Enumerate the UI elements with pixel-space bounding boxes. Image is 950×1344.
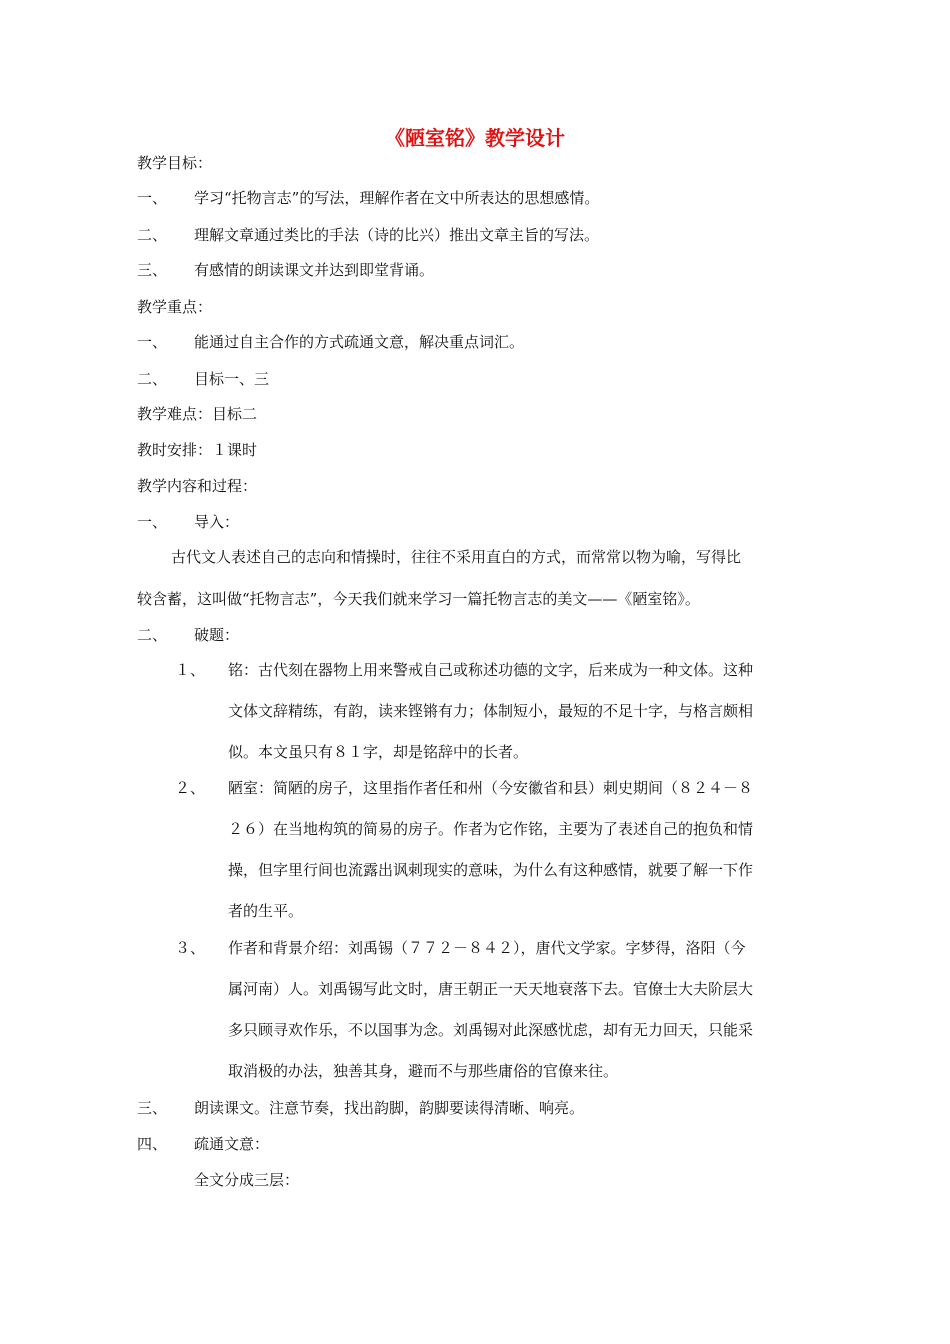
paragraph-line: 文体文辞精练，有韵，读来铿锵有力；体制短小，最短的不足十字，与格言颇相: [228, 702, 754, 720]
objectives-heading: 教学目标：: [137, 154, 213, 172]
list-number: ２、: [175, 779, 206, 797]
process-heading: 教学内容和过程：: [137, 477, 258, 495]
paragraph-line: ２６）在当地构筑的简易的房子。作者为它作铭，主要为了表述自己的抱负和情: [228, 820, 754, 838]
key-points-heading: 教学重点：: [137, 298, 213, 316]
list-text: 理解文章通过类比的手法（诗的比兴）推出文章主旨的写法。: [194, 226, 600, 244]
intro-line-2: 较含蓄，这叫做“托物言志”，今天我们就来学习一篇托物言志的美文——《陋室铭》。: [137, 590, 700, 608]
list-number: 一、: [137, 333, 168, 351]
paragraph-line: 铭：古代刻在器物上用来警戒自己或称述功德的文字，后来成为一种文体。这种: [228, 661, 754, 679]
list-text: 疏通文意：: [194, 1135, 270, 1153]
paragraph-line: 取消极的办法，独善其身，避而不与那些庸俗的官僚来往。: [228, 1062, 619, 1080]
list-number: 三、: [137, 1099, 168, 1117]
list-text: 导入：: [194, 513, 240, 531]
list-text: 目标一、三: [194, 370, 270, 388]
list-text: 学习“托物言志”的写法，理解作者在文中所表达的思想感情。: [194, 189, 600, 207]
list-number: 二、: [137, 226, 168, 244]
intro-line-1: 古代文人表述自己的志向和情操时，往往不采用直白的方式，而常常以物为喻，写得比: [171, 548, 742, 566]
list-number: １、: [175, 661, 206, 679]
schedule-line: 教时安排：１课时: [137, 441, 258, 459]
paragraph-line: 陋室：简陋的房子，这里指作者任和州（今安徽省和县）刺史期间（８２４－８: [228, 779, 754, 797]
paragraph-line: 操，但字里行间也流露出讽刺现实的意味，为什么有这种感情，就要了解一下作: [228, 861, 754, 879]
list-number: ３、: [175, 939, 206, 957]
document-title: 《陋室铭》教学设计: [385, 126, 565, 150]
paragraph-line: 似。本文虽只有８１字，却是铭辞中的长者。: [228, 743, 529, 761]
paragraph-line: 者的生平。: [228, 902, 304, 920]
comprehension-subline: 全文分成三层：: [194, 1171, 300, 1189]
list-text: 朗读课文。注意节奏，找出韵脚，韵脚要读得清晰、响亮。: [194, 1099, 585, 1117]
paragraph-line: 属河南）人。刘禹锡写此文时，唐王朝正一天天地衰落下去。官僚士大夫阶层大: [228, 980, 754, 998]
paragraph-line: 多只顾寻欢作乐，不以国事为念。刘禹锡对此深感忧虑，却有无力回天，只能采: [228, 1021, 754, 1039]
difficulty-line: 教学难点：目标二: [137, 405, 258, 423]
list-text: 有感情的朗读课文并达到即堂背诵。: [194, 261, 435, 279]
list-text: 破题：: [194, 626, 240, 644]
list-text: 能通过自主合作的方式疏通文意，解决重点词汇。: [194, 333, 525, 351]
list-number: 一、: [137, 513, 168, 531]
paragraph-line: 作者和背景介绍：刘禹锡（７７２－８４２），唐代文学家。字梦得，洛阳（今: [228, 939, 746, 957]
list-number: 一、: [137, 189, 168, 207]
list-number: 四、: [137, 1135, 168, 1153]
list-number: 二、: [137, 370, 168, 388]
list-number: 三、: [137, 261, 168, 279]
list-number: 二、: [137, 626, 168, 644]
